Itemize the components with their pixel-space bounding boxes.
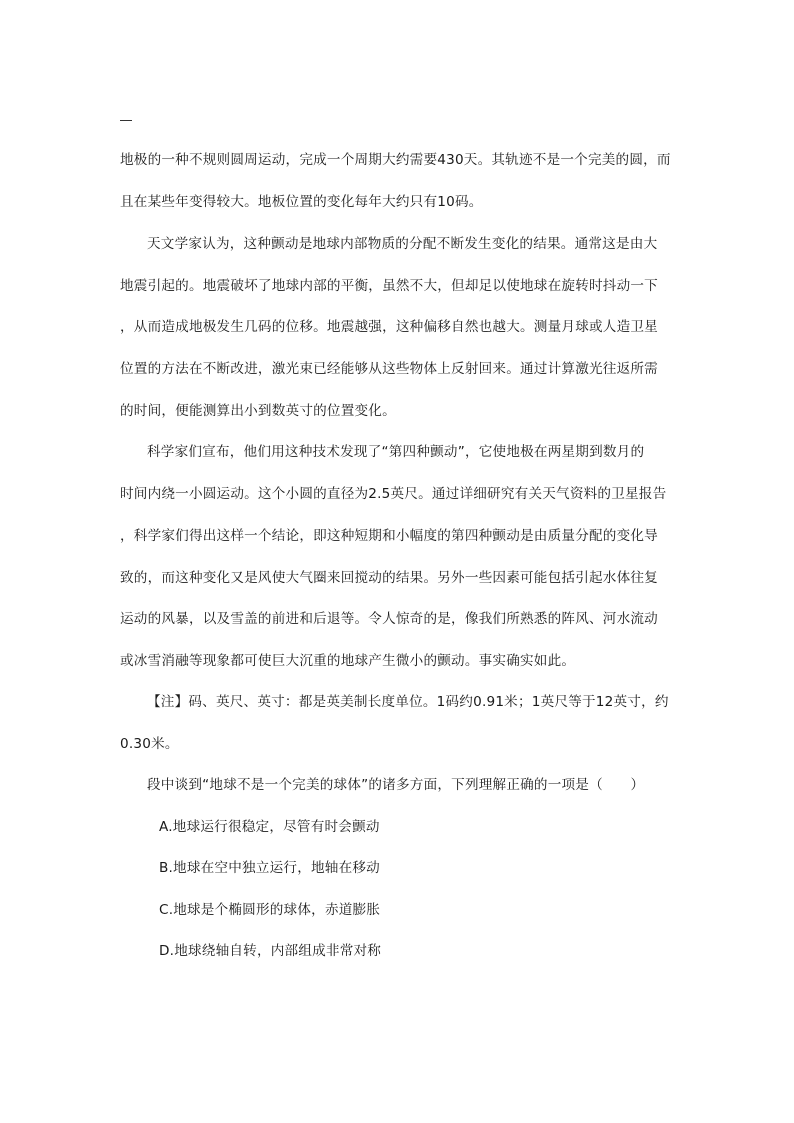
- paragraph3-line1: 科学家们宣布，他们用这种技术发现了“第四种颤动”，它使地极在两星期到数月的: [147, 444, 645, 460]
- paragraph1-line2: 且在某些年变得较大。地板位置的变化每年大约只有10码。: [120, 194, 483, 210]
- paragraph1-line1: 地极的一种不规则圆周运动，完成一个周期大约需要430天。其轨迹不是一个完美的圆，而: [120, 152, 671, 168]
- note-line1: 【注】码、英尺、英寸：都是英美制长度单位。1码约0.91米；1英尺等于12英寸，约: [147, 694, 669, 710]
- question-text: 段中谈到“地球不是一个完美的球体”的诸多方面，下列理解正确的一项是（ ）: [147, 777, 645, 793]
- paragraph3-line3: ，科学家们得出这样一个结论，即这种短期和小幅度的第四种颤动是由质量分配的变化导: [120, 528, 658, 544]
- header-dash: [120, 120, 132, 121]
- option-d: D.地球绕轴自转，内部组成非常对称: [159, 943, 382, 959]
- note-line2: 0.30米。: [120, 736, 179, 752]
- option-c: C.地球是个椭圆形的球体，赤道膨胀: [159, 902, 381, 918]
- paragraph3-line4: 致的，而这种变化又是风使大气圈来回搅动的结果。另外一些因素可能包括引起水体往复: [120, 570, 658, 586]
- paragraph3-line2: 时间内绕一小圆运动。这个小圆的直径为2.5英尺。通过详细研究有关天气资料的卫星报告: [120, 486, 667, 502]
- paragraph2-line1: 天文学家认为，这种颤动是地球内部物质的分配不断发生变化的结果。通常这是由大: [147, 236, 658, 252]
- option-b: B.地球在空中独立运行，地轴在移动: [159, 860, 380, 876]
- paragraph2-line3: ，从而造成地极发生几码的位移。地震越强，这种偏移自然也越大。测量月球或人造卫星: [120, 319, 658, 335]
- paragraph3-line5: 运动的风暴，以及雪盖的前进和后退等。令人惊奇的是，像我们所熟悉的阵风、河水流动: [120, 611, 658, 627]
- paragraph2-line5: 的时间，便能测算出小到数英寸的位置变化。: [120, 403, 396, 419]
- paragraph2-line4: 位置的方法在不断改进，激光束已经能够从这些物体上反射回来。通过计算激光往返所需: [120, 361, 658, 377]
- option-a: A.地球运行很稳定，尽管有时会颤动: [159, 819, 380, 835]
- paragraph3-line6: 或冰雪消融等现象都可使巨大沉重的地球产生微小的颤动。事实确实如此。: [120, 653, 576, 669]
- paragraph2-line2: 地震引起的。地震破坏了地球内部的平衡，虽然不大，但却足以使地球在旋转时抖动一下: [120, 278, 658, 294]
